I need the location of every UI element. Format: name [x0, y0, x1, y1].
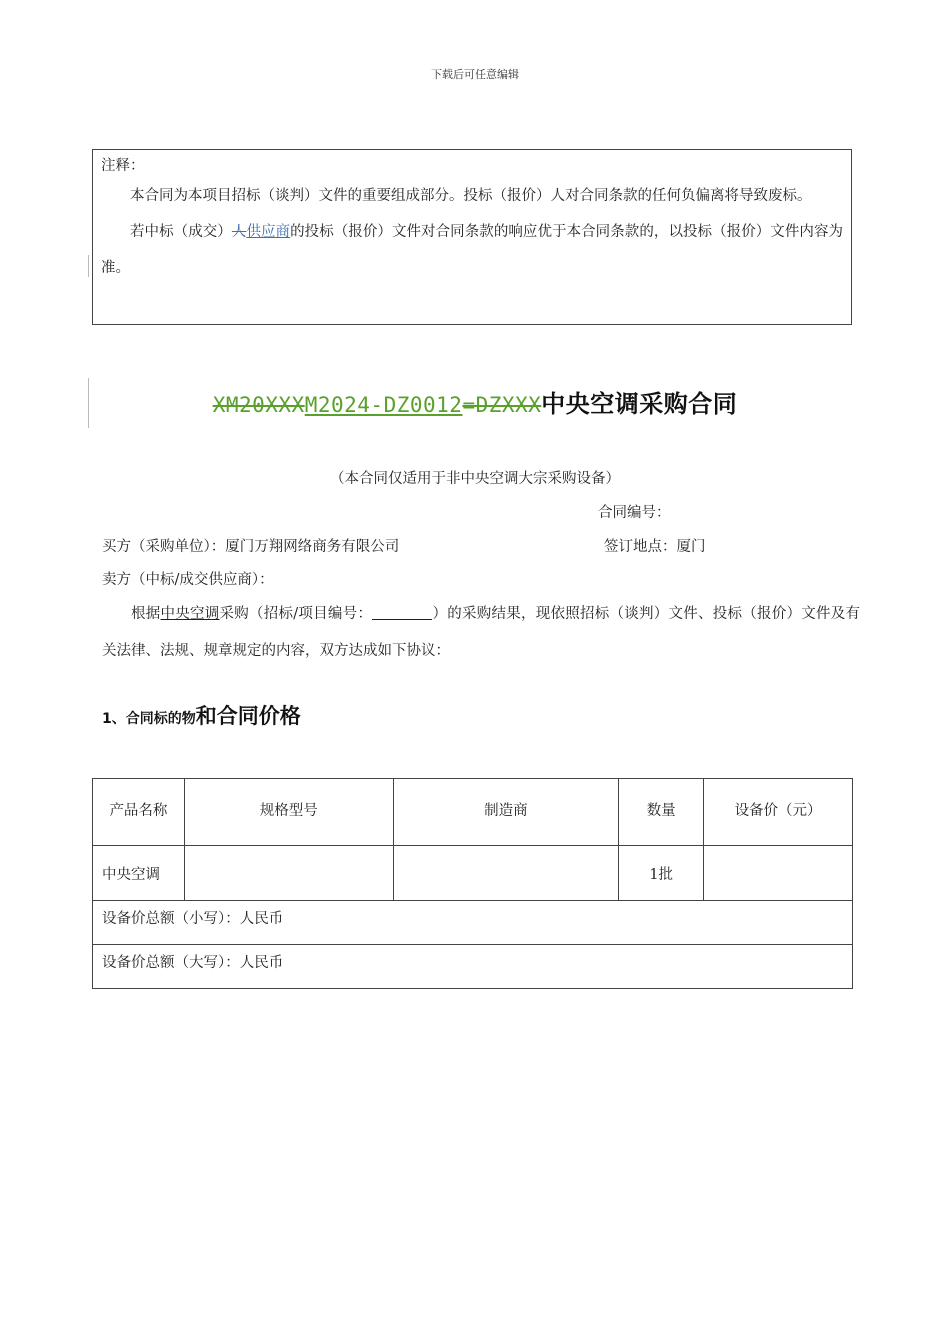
goods-table: [92, 778, 853, 989]
col-header-equipment-price: 设备价（元）: [704, 779, 853, 846]
notes-paragraph-2: [101, 214, 843, 286]
project-number-blank[interactable]: [372, 605, 432, 620]
tracked-insertion: 供应商: [246, 224, 291, 240]
col-header-product-name: 产品名称: [93, 779, 185, 846]
col-header-quantity: 数量: [619, 779, 704, 846]
contract-subtitle: （本合同仅适用于非中央空调大宗采购设备）: [330, 471, 620, 487]
section-1-big: 和合同价格: [195, 704, 301, 728]
notes-box: [92, 149, 852, 325]
col-header-manufacturer: 制造商: [393, 779, 619, 846]
cell-equipment-price[interactable]: [704, 846, 853, 901]
cell-quantity: 1批: [619, 846, 704, 901]
intro-before: 根据: [131, 606, 161, 622]
contract-number-label: 合同编号：: [598, 505, 671, 521]
intro-middle: 采购（招标/项目编号：: [219, 606, 373, 622]
sign-place-label: 签订地点：: [604, 539, 677, 555]
title-code-inserted: M2024-DZ0012: [304, 393, 463, 417]
col-header-spec-model: 规格型号: [184, 779, 393, 846]
cell-spec-model[interactable]: [184, 846, 393, 901]
cell-product-name: 中央空调: [93, 846, 185, 901]
revision-bar: [88, 255, 89, 277]
buyer-line: [102, 535, 399, 556]
notes-p2-before: 若中标（成交）: [130, 224, 232, 240]
total-upper-row: [93, 945, 853, 989]
contract-title: [0, 384, 950, 419]
title-cn: 中央空调采购合同: [541, 390, 738, 418]
section-1-small: 1、合同标的物: [102, 711, 196, 727]
notes-title: 注释：: [101, 158, 145, 174]
buyer-value: 厦门万翔网络商务有限公司: [225, 539, 400, 555]
table-header-row: [93, 779, 853, 846]
page-header-note: 下载后可任意编辑: [431, 68, 519, 81]
total-upper-cell: 设备价总额（大写）：人民币: [93, 945, 853, 989]
buyer-label: 买方（采购单位）：: [102, 539, 226, 555]
total-lower-cell: 设备价总额（小写）：人民币: [93, 901, 853, 945]
sign-place-value: 厦门: [676, 539, 706, 555]
notes-paragraph-1: 本合同为本项目招标（谈判）文件的重要组成部分。投标（报价）人对合同条款的任何负偏离将导致废标。: [130, 188, 812, 204]
intro-paragraph: [102, 596, 860, 670]
notes-p2-after: 的投标（报价）文件对合同条款的响应优于本合同条款的，以投标（报价）文件内容为准。: [101, 224, 844, 276]
cell-manufacturer[interactable]: [393, 846, 619, 901]
sign-place-line: [604, 535, 706, 556]
intro-after: ）的采购结果，现依照招标（谈判）文件、投标（报价）文件及有关法律、法规、规章规定的内容，双方达成如下协议：: [102, 606, 861, 659]
table-row: [93, 846, 853, 901]
title-code-deleted-1: XM20XXX: [212, 393, 305, 417]
seller-label: 卖方（中标/成交供应商）：: [102, 572, 274, 588]
tracked-deletion: 人: [231, 224, 247, 240]
total-lower-row: [93, 901, 853, 945]
intro-underlined: 中央空调: [160, 606, 220, 622]
title-code-deleted-2: =DZXXX: [462, 393, 542, 417]
section-1-heading: [102, 700, 301, 730]
